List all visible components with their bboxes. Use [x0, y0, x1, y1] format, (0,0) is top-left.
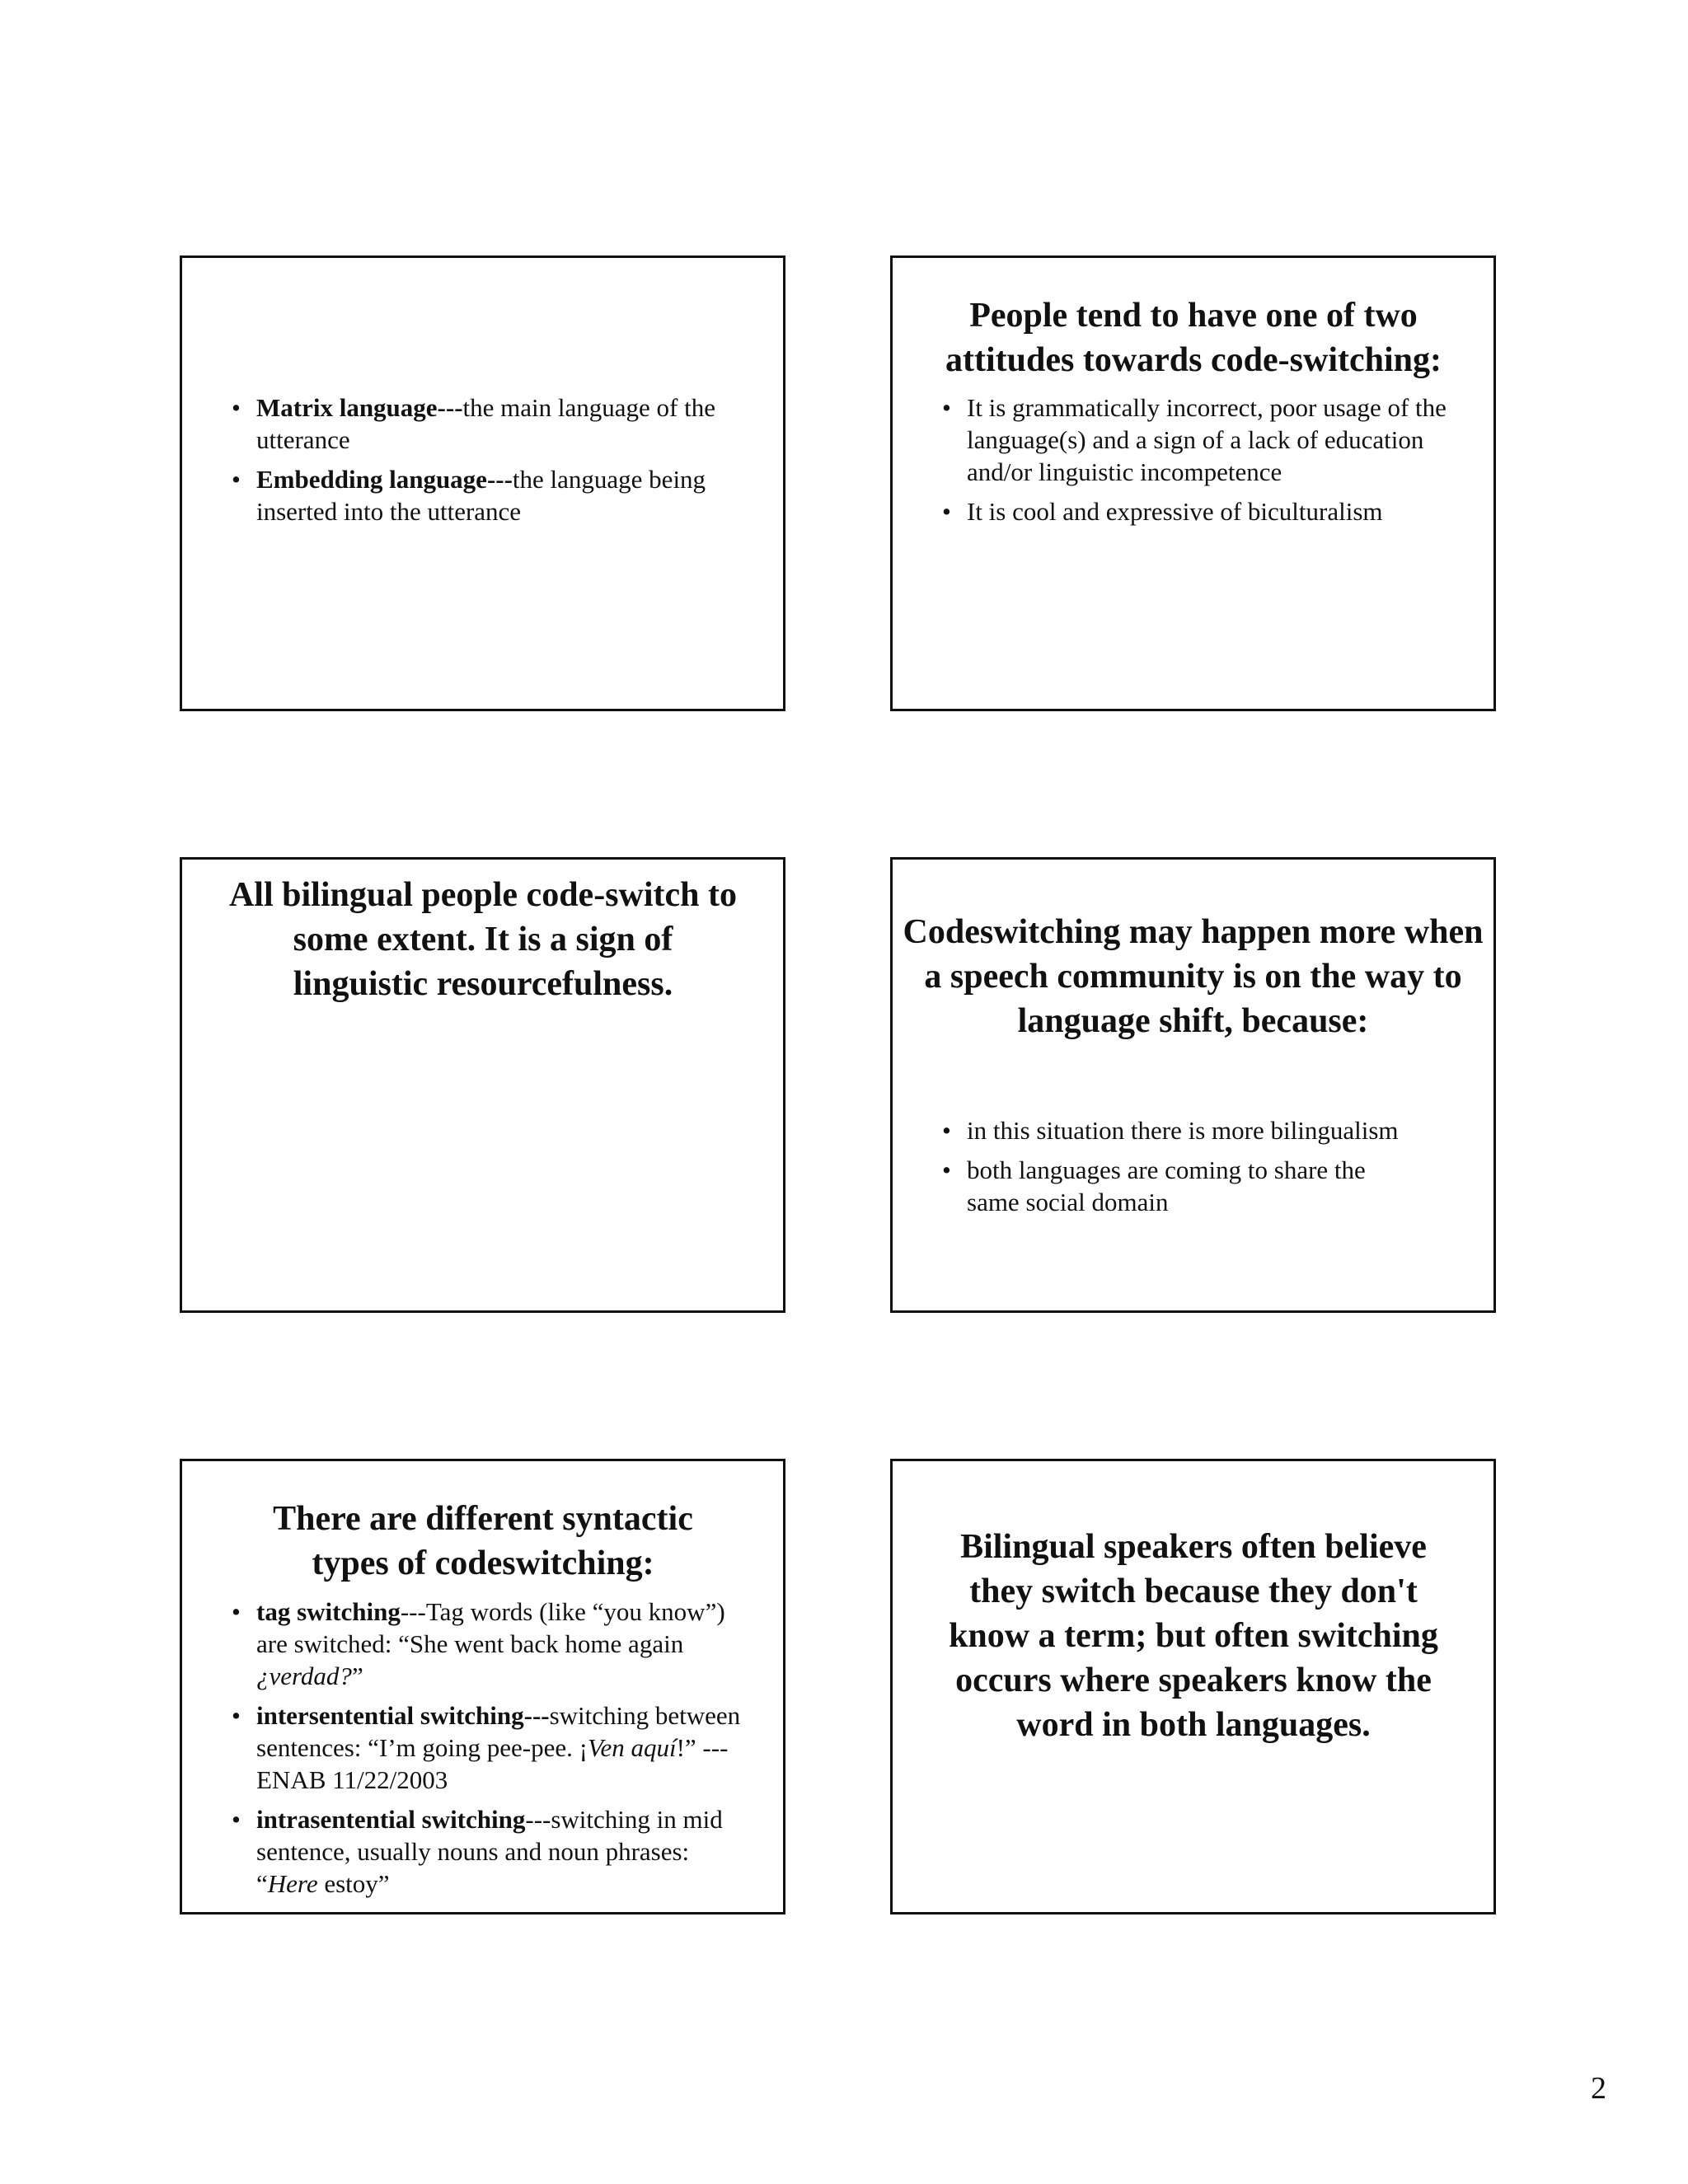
- bullet-intersentential-switching: • intersentential switching---switching between sentences: “I’m going pee-pee. ¡Ven aquí!” ---ENAB 11/22/2003: [232, 1699, 743, 1796]
- bullet-attitude-cool: • It is cool and expressive of biculturalism: [942, 495, 1453, 527]
- bullet-intrasentential-switching: • intrasentential switching---switching in mid sentence, usually nouns and noun phrases: “Here estoy”: [232, 1803, 743, 1900]
- slide-1-bullets: [232, 391, 726, 535]
- slide-3: [180, 857, 785, 1313]
- slide-3-title: All bilingual people code-switch to some extent. It is a sign of linguistic resourcefulness.: [228, 876, 738, 1003]
- page-number: 2: [1591, 2071, 1606, 2106]
- slide-5-title: There are different syntactic types of codeswitching:: [273, 1500, 693, 1582]
- slide-1: [180, 255, 785, 711]
- slide-2-bullets: [942, 391, 1453, 535]
- slide-6-title: Bilingual speakers often believe they switch because they don't know a term; but often switching occurs where speakers know the word in both languages.: [949, 1528, 1438, 1744]
- slide-5-bullets: [232, 1596, 743, 1907]
- slide-2-title: People tend to have one of two attitudes towards code-switching:: [945, 297, 1442, 379]
- bullet-matrix-language: • Matrix language---the main language of the utterance: [232, 391, 726, 456]
- slide-5: [180, 1459, 785, 1915]
- slide-4-title: Codeswitching may happen more when a speech community is on the way to language shift, because:: [903, 913, 1484, 1040]
- bullet-same-social-domain: • both languages are coming to share the same social domain: [942, 1154, 1420, 1218]
- slide-6: [890, 1459, 1496, 1915]
- slide-4: [890, 857, 1496, 1313]
- bullet-attitude-incorrect: • It is grammatically incorrect, poor usage of the language(s) and a sign of a lack of education and/or linguistic incompetence: [942, 391, 1453, 488]
- slide-4-bullets: [942, 1114, 1420, 1226]
- bullet-tag-switching: • tag switching---Tag words (like “you know”) are switched: “She went back home again ¿verdad?”: [232, 1596, 743, 1692]
- bullet-more-bilingualism: • in this situation there is more bilingualism: [942, 1114, 1420, 1146]
- bullet-embedding-language: • Embedding language---the language being inserted into the utterance: [232, 463, 726, 527]
- slide-2: [890, 255, 1496, 711]
